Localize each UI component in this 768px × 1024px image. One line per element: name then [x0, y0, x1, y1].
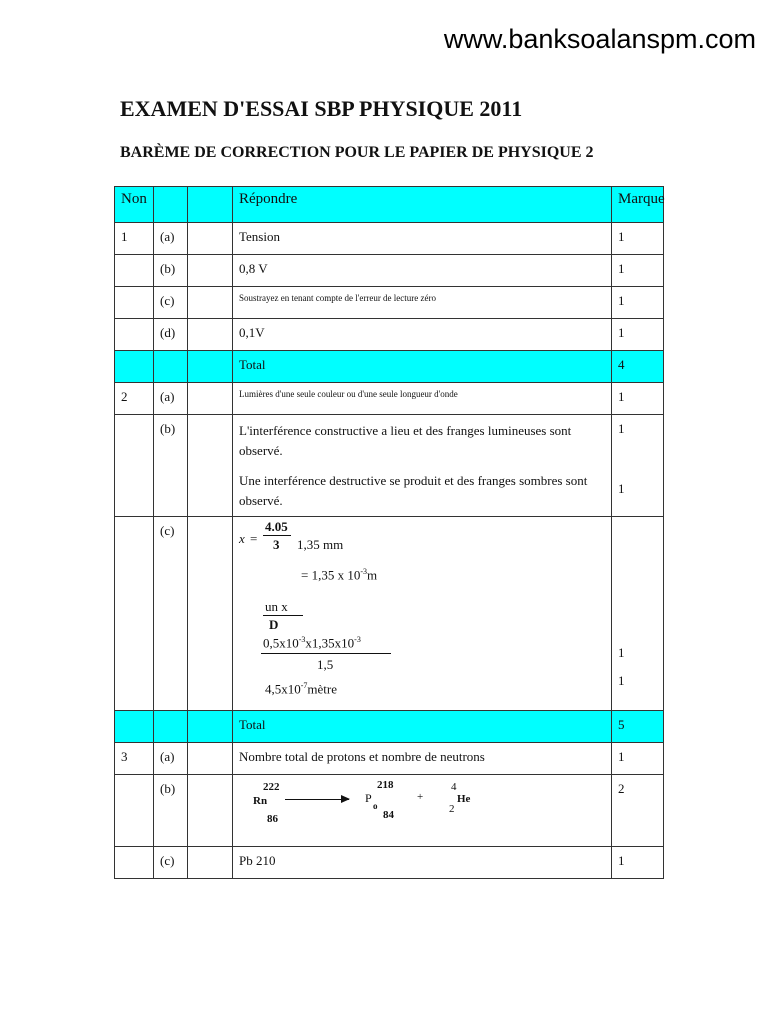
document-subtitle: BARÈME DE CORRECTION POUR LE PAPIER DE PHYSIQUE 2 — [120, 144, 594, 161]
mark-cell: 1 — [612, 743, 664, 775]
po-mass-number: 218 — [377, 779, 394, 791]
answer-cell: Lumières d'une seule couleur ou d'une seule longueur d'onde — [233, 383, 612, 415]
table-row — [115, 383, 664, 415]
mark-cell: 1 — [612, 255, 664, 287]
fraction-bar — [261, 653, 391, 654]
plus-sign: + — [417, 791, 424, 803]
mark-cell: 1 — [612, 319, 664, 351]
mark-1: 1 — [618, 645, 625, 660]
value-meters: = 1,35 x $10^{-3}m$ — [301, 567, 378, 583]
total-label: Total — [233, 351, 612, 383]
answer-cell — [233, 775, 612, 847]
answer-cell: 0,8 V — [233, 255, 612, 287]
header-no: Non — [115, 187, 154, 223]
question-number: 2 — [115, 383, 154, 415]
rn-symbol: Rn — [253, 795, 268, 807]
part-label: (b) — [154, 255, 188, 287]
reaction-arrow — [285, 799, 349, 800]
fraction-bar — [263, 535, 291, 536]
document-title: EXAMEN D'ESSAI SBP PHYSIQUE 2011 — [120, 96, 523, 121]
table-row — [115, 775, 664, 847]
part-label: (b) — [154, 415, 188, 517]
table-row — [115, 319, 664, 351]
total-label: Total — [233, 711, 612, 743]
lambda-substitution: $0,5x10^{-3}x1,35x10^{-3}$ — [263, 635, 361, 651]
question-number: 3 — [115, 743, 154, 775]
po-atomic-number: 84 — [383, 809, 394, 821]
rn-atomic-number: 86 — [267, 813, 278, 825]
answer-cell: Tension — [233, 223, 612, 255]
answer-cell — [233, 517, 612, 711]
question-number: 1 — [115, 223, 154, 255]
total-mark: 5 — [612, 711, 664, 743]
mark-cell: 1 — [612, 223, 664, 255]
answer-cell: Soustrayez en tenant compte de l'erreur de lecture zéro — [233, 287, 612, 319]
mark-2: 1 — [618, 481, 625, 496]
lambda-numerator: un x — [265, 599, 288, 614]
x-variable: x — [239, 531, 245, 546]
header-mark: Marque — [612, 187, 664, 223]
answer-cell: 0,1V — [233, 319, 612, 351]
fraction-bar — [263, 615, 303, 616]
site-url: www.banksoalanspm.com — [443, 24, 756, 54]
value-mm: 1,35 mm — [297, 537, 344, 552]
lambda-sub-denominator: 1,5 — [317, 657, 334, 672]
header-answer: Répondre — [233, 187, 612, 223]
table-row — [115, 255, 664, 287]
total-row — [115, 351, 664, 383]
table-row — [115, 847, 664, 879]
he-mass-number: 4 — [451, 781, 457, 793]
answer-line-1: L'interférence constructive a lieu et des franges lumineuses sont observé. — [239, 423, 572, 458]
table-row — [115, 743, 664, 775]
marking-scheme-table — [114, 186, 664, 879]
fraction-denominator: 3 — [273, 537, 280, 552]
wavelength-result: $4,5x10^{-7}mètre$ — [265, 681, 338, 697]
table-header-row — [115, 187, 664, 223]
total-mark: 4 — [612, 351, 664, 383]
table-row — [115, 287, 664, 319]
mark-cell: 1 — [612, 287, 664, 319]
po-subscript: o — [373, 801, 378, 811]
answer-cell — [233, 415, 612, 517]
answer-cell: Nombre total de protons et nombre de neutrons — [233, 743, 612, 775]
he-atomic-number: 2 — [449, 803, 455, 815]
equals-sign: = — [250, 531, 258, 546]
mark-cell — [612, 415, 664, 517]
lambda-denominator: D — [269, 617, 279, 632]
answer-cell: Pb 210 — [233, 847, 612, 879]
table-row — [115, 223, 664, 255]
part-label: (c) — [154, 287, 188, 319]
part-label: (d) — [154, 319, 188, 351]
part-label: (a) — [154, 383, 188, 415]
answer-line-2: Une interférence destructive se produit et des franges sombres sont observé. — [239, 473, 588, 508]
part-label: (c) — [154, 517, 188, 711]
part-label: (c) — [154, 847, 188, 879]
mark-cell: 1 — [612, 383, 664, 415]
fraction-numerator: 4.05 — [265, 519, 288, 534]
po-symbol: P — [365, 791, 372, 805]
total-row — [115, 711, 664, 743]
mark-2: 1 — [618, 673, 625, 688]
mark-1: 1 — [618, 421, 625, 436]
mark-cell — [612, 517, 664, 711]
he-symbol: He — [457, 793, 471, 805]
part-label: (a) — [154, 743, 188, 775]
mark-cell: 2 — [612, 775, 664, 847]
decay-equation — [239, 779, 605, 835]
part-label: (b) — [154, 775, 188, 847]
table-row — [115, 415, 664, 517]
table-row — [115, 517, 664, 711]
mark-cell: 1 — [612, 847, 664, 879]
rn-mass-number: 222 — [263, 781, 280, 793]
fringe-calculation — [239, 519, 605, 705]
part-label: (a) — [154, 223, 188, 255]
